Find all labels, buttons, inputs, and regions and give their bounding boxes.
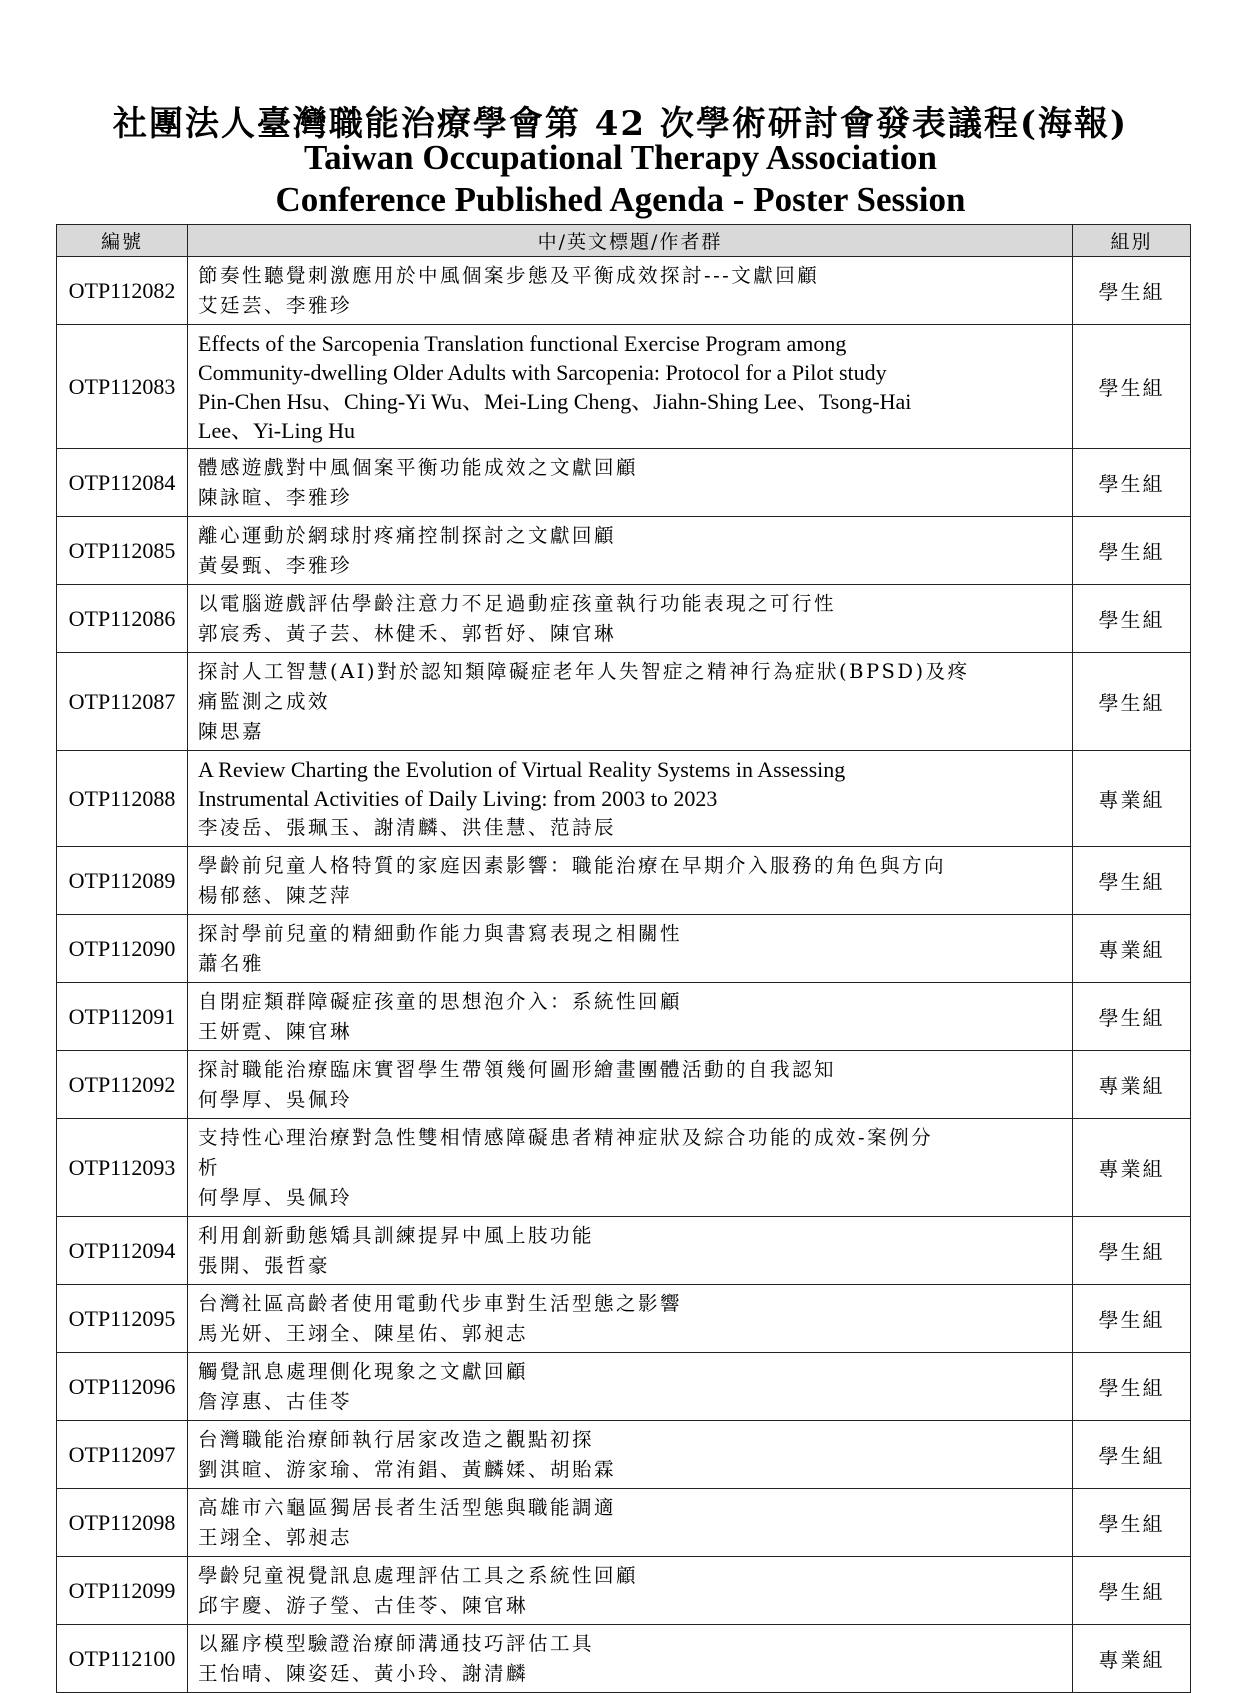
- poster-id: OTP112086: [57, 585, 188, 653]
- poster-text-line: 王翊全、郭昶志: [198, 1526, 353, 1549]
- table-row: [57, 1051, 1191, 1119]
- poster-id: OTP112084: [57, 449, 188, 517]
- poster-title-authors: [188, 1353, 1073, 1421]
- poster-text-line: 郭宸秀、黃子芸、林健禾、郭哲妤、陳官琳: [198, 622, 617, 645]
- poster-id: OTP112093: [57, 1119, 188, 1217]
- table-row: [57, 449, 1191, 517]
- poster-group: 學生組: [1073, 1489, 1191, 1557]
- agenda-table: [56, 224, 1191, 1693]
- table-row: [57, 847, 1191, 915]
- table-row: [57, 653, 1191, 751]
- poster-text-line: 何學厚、吳佩玲: [198, 1088, 353, 1111]
- poster-group: 專業組: [1073, 915, 1191, 983]
- poster-text-line: 節奏性聽覺刺激應用於中風個案步態及平衡成效探討---文獻回顧: [198, 264, 820, 287]
- poster-text-line: 以電腦遊戲評估學齡注意力不足過動症孩童執行功能表現之可行性: [198, 592, 837, 615]
- poster-id: OTP112090: [57, 915, 188, 983]
- poster-title-authors: [188, 1285, 1073, 1353]
- poster-group: 專業組: [1073, 751, 1191, 847]
- poster-id: OTP112098: [57, 1489, 188, 1557]
- poster-text-line: A Review Charting the Evolution of Virtual Reality Systems in Assessing: [198, 757, 846, 782]
- poster-text-line: 高雄市六龜區獨居長者生活型態與職能調適: [198, 1496, 617, 1519]
- poster-group: 學生組: [1073, 1217, 1191, 1285]
- poster-group: 學生組: [1073, 517, 1191, 585]
- poster-id: OTP112083: [57, 325, 188, 449]
- poster-text-line: 學齡前兒童人格特質的家庭因素影響：職能治療在早期介入服務的角色與方向: [198, 854, 947, 877]
- poster-title-authors: [188, 1217, 1073, 1285]
- title-chinese: 社團法人臺灣職能治療學會第 42 次學術研討會發表議程(海報): [112, 104, 1129, 144]
- poster-text-line: 以羅序模型驗證治療師溝通技巧評估工具: [198, 1632, 595, 1655]
- poster-group: 專業組: [1073, 1051, 1191, 1119]
- column-header-id: 編號: [57, 225, 188, 257]
- poster-text-line: Effects of the Sarcopenia Translation functional Exercise Program among: [198, 331, 847, 356]
- poster-text-line: 馬光妍、王翊全、陳星佑、郭昶志: [198, 1322, 529, 1345]
- poster-text-line: 張開、張哲豪: [198, 1254, 331, 1277]
- poster-title-authors: [188, 1421, 1073, 1489]
- poster-id: OTP112092: [57, 1051, 188, 1119]
- poster-text-line: 蕭名雅: [198, 952, 265, 975]
- poster-group: 學生組: [1073, 1285, 1191, 1353]
- poster-id: OTP112089: [57, 847, 188, 915]
- poster-group: 學生組: [1073, 1421, 1191, 1489]
- poster-text-line: 支持性心理治療對急性雙相情感障礙患者精神症狀及綜合功能的成效-案例分: [198, 1126, 934, 1149]
- poster-text-line: Pin-Chen Hsu、Ching-Yi Wu、Mei-Ling Cheng、Jiahn-Shing Lee、Tsong-Hai: [198, 389, 912, 414]
- poster-id: OTP112087: [57, 653, 188, 751]
- table-row: [57, 1489, 1191, 1557]
- poster-text-line: Instrumental Activities of Daily Living: from 2003 to 2023: [198, 786, 718, 811]
- poster-text-line: 李凌岳、張珮玉、謝清麟、洪佳慧、范詩辰: [198, 816, 617, 839]
- poster-id: OTP112094: [57, 1217, 188, 1285]
- poster-group: 學生組: [1073, 1557, 1191, 1625]
- poster-title-authors: [188, 517, 1073, 585]
- poster-title-authors: [188, 1489, 1073, 1557]
- poster-group: 學生組: [1073, 449, 1191, 517]
- poster-group: 專業組: [1073, 1119, 1191, 1217]
- table-row: [57, 1557, 1191, 1625]
- poster-title-authors: [188, 1119, 1073, 1217]
- poster-text-line: 黃晏甄、李雅珍: [198, 554, 353, 577]
- poster-group: 學生組: [1073, 653, 1191, 751]
- table-row: [57, 1421, 1191, 1489]
- table-row: [57, 1119, 1191, 1217]
- poster-text-line: 陳思嘉: [198, 720, 265, 743]
- column-header-title: 中/英文標題/作者群: [188, 225, 1073, 257]
- poster-text-line: 探討職能治療臨床實習學生帶領幾何圖形繪畫團體活動的自我認知: [198, 1058, 837, 1081]
- table-row: [57, 915, 1191, 983]
- table-row: [57, 1353, 1191, 1421]
- poster-id: OTP112088: [57, 751, 188, 847]
- agenda-table-body: [57, 257, 1191, 1693]
- poster-group: 專業組: [1073, 1625, 1191, 1693]
- poster-text-line: 詹淳惠、古佳苓: [198, 1390, 353, 1413]
- poster-group: 學生組: [1073, 257, 1191, 325]
- poster-group: 學生組: [1073, 325, 1191, 449]
- poster-id: OTP112100: [57, 1625, 188, 1693]
- poster-title-authors: [188, 751, 1073, 847]
- poster-text-line: 王妍霓、陳官琳: [198, 1020, 353, 1043]
- poster-text-line: Lee、Yi-Ling Hu: [198, 418, 356, 443]
- poster-text-line: 陳詠暄、李雅珍: [198, 486, 353, 509]
- poster-text-line: 自閉症類群障礙症孩童的思想泡介入：系統性回顧: [198, 990, 683, 1013]
- poster-text-line: 利用創新動態矯具訓練提昇中風上肢功能: [198, 1224, 595, 1247]
- poster-title-authors: [188, 1051, 1073, 1119]
- table-row: [57, 517, 1191, 585]
- poster-text-line: 邱宇慶、游子瑩、古佳苓、陳官琳: [198, 1594, 529, 1617]
- poster-text-line: 何學厚、吳佩玲: [198, 1186, 353, 1209]
- poster-text-line: 體感遊戲對中風個案平衡功能成效之文獻回顧: [198, 456, 639, 479]
- poster-title-authors: [188, 449, 1073, 517]
- poster-text-line: 探討學前兒童的精細動作能力與書寫表現之相關性: [198, 922, 683, 945]
- poster-id: OTP112096: [57, 1353, 188, 1421]
- table-row: [57, 325, 1191, 449]
- poster-title-authors: [188, 1557, 1073, 1625]
- poster-text-line: 王怡晴、陳姿廷、黃小玲、謝清麟: [198, 1662, 529, 1685]
- poster-group: 學生組: [1073, 1353, 1191, 1421]
- table-row: [57, 751, 1191, 847]
- poster-text-line: 艾廷芸、李雅珍: [198, 294, 353, 317]
- poster-text-line: 台灣社區高齡者使用電動代步車對生活型態之影響: [198, 1292, 683, 1315]
- poster-text-line: 楊郁慈、陳芝萍: [198, 884, 353, 907]
- poster-text-line: 台灣職能治療師執行居家改造之觀點初探: [198, 1428, 595, 1451]
- table-row: [57, 257, 1191, 325]
- poster-text-line: 離心運動於網球肘疼痛控制探討之文獻回顧: [198, 524, 617, 547]
- poster-title-authors: [188, 983, 1073, 1051]
- poster-text-line: 痛監測之成效: [198, 690, 331, 713]
- title-english-line-2: Conference Published Agenda - Poster Session: [275, 180, 966, 219]
- poster-id: OTP112099: [57, 1557, 188, 1625]
- poster-id: OTP112082: [57, 257, 188, 325]
- poster-group: 學生組: [1073, 585, 1191, 653]
- poster-title-authors: [188, 1625, 1073, 1693]
- poster-title-authors: [188, 257, 1073, 325]
- title-english-line-1: Taiwan Occupational Therapy Association: [303, 138, 938, 177]
- poster-title-authors: [188, 653, 1073, 751]
- poster-id: OTP112085: [57, 517, 188, 585]
- table-row: [57, 1285, 1191, 1353]
- poster-text-line: 探討人工智慧(AI)對於認知類障礙症老年人失智症之精神行為症狀(BPSD)及疼: [198, 660, 970, 683]
- poster-id: OTP112097: [57, 1421, 188, 1489]
- poster-text-line: 劉淇暄、游家瑜、常洧錩、黃麟媃、胡貽霖: [198, 1458, 617, 1481]
- poster-text-line: 觸覺訊息處理側化現象之文獻回顧: [198, 1360, 529, 1383]
- table-row: [57, 983, 1191, 1051]
- table-row: [57, 1625, 1191, 1693]
- column-header-group: 組別: [1073, 225, 1191, 257]
- poster-text-line: 析: [198, 1156, 221, 1179]
- poster-id: OTP112091: [57, 983, 188, 1051]
- poster-group: 學生組: [1073, 847, 1191, 915]
- poster-title-authors: [188, 915, 1073, 983]
- poster-text-line: Community-dwelling Older Adults with Sarcopenia: Protocol for a Pilot study: [198, 360, 887, 385]
- table-row: [57, 585, 1191, 653]
- table-header-row: [57, 225, 1191, 257]
- poster-title-authors: [188, 585, 1073, 653]
- poster-text-line: 學齡兒童視覺訊息處理評估工具之系統性回顧: [198, 1564, 639, 1587]
- poster-title-authors: [188, 847, 1073, 915]
- poster-id: OTP112095: [57, 1285, 188, 1353]
- poster-title-authors: [188, 325, 1073, 449]
- table-row: [57, 1217, 1191, 1285]
- poster-group: 學生組: [1073, 983, 1191, 1051]
